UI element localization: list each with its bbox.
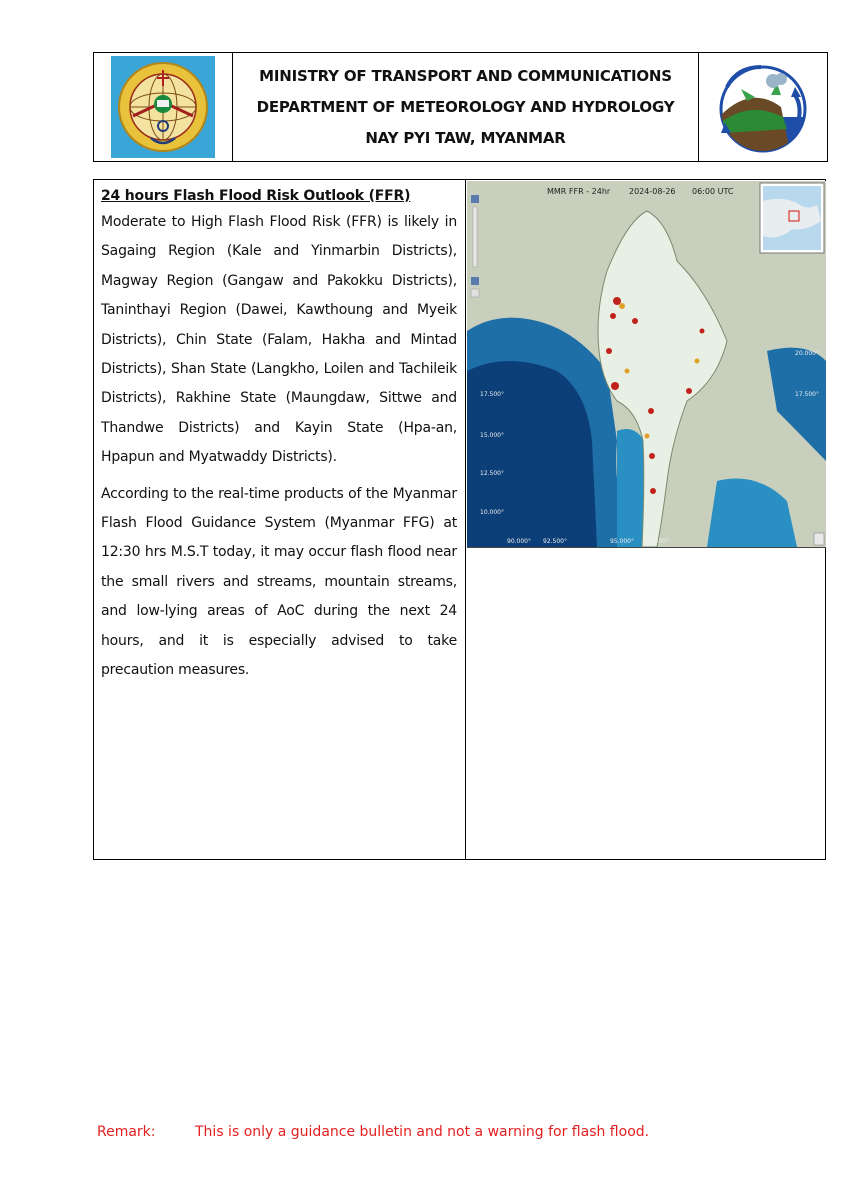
advice-paragraph: According to the real-time products of the Myanmar Flash Flood Guidance System (Myanmar FFG) at 12:30 hrs M.S.T today, it may occur flash flood near the small rivers and streams, mountain streams, and low-lying areas of AoC during the next 24 hours, and it is especially advised to take precaution measures. xyxy=(101,485,457,679)
map-product-label: MMR FFR - 24hr xyxy=(547,187,611,196)
remark-text: This is only a guidance bulletin and not a warning for flash flood. xyxy=(195,1124,650,1140)
outlook-table xyxy=(93,179,826,860)
lon-label: 92.500° xyxy=(543,538,567,545)
outlook-text-cell xyxy=(94,180,466,859)
ffr-map-image xyxy=(467,181,826,547)
outlook-title: 24 hours Flash Flood Risk Outlook (FFR) xyxy=(101,188,411,204)
lon-label: 95.000° xyxy=(610,538,634,545)
location-name: NAY PYI TAW, MYANMAR xyxy=(365,128,566,147)
remark xyxy=(97,1124,649,1140)
ffr-map xyxy=(467,181,826,548)
lon-label: 90.000° xyxy=(507,538,531,545)
ministry-name: MINISTRY OF TRANSPORT AND COMMUNICATIONS xyxy=(259,66,672,85)
ministry-logo-cell xyxy=(94,53,233,161)
lat-label: 15.000° xyxy=(480,432,504,439)
lat-label: 10.000° xyxy=(480,509,504,516)
lon-label: 97.500° xyxy=(645,538,669,545)
right-lat-label: 20.000° xyxy=(795,350,819,357)
ministry-title-block xyxy=(233,53,699,161)
hydrological-cycle-icon xyxy=(711,57,815,157)
map-cell xyxy=(466,180,825,859)
right-lat-label: 17.500° xyxy=(795,391,819,398)
risk-paragraph: Moderate to High Flash Flood Risk (FFR) is likely in Sagaing Region (Kale and Yinmarbin Districts), Magway Region (Gangaw and Pakokku Districts), Taninthayi Region (Dawei, Kawthoung and Myeik Districts), Chin State (Falam, Hakha and Mintad Districts), Shan State (Langkho, Loilen and Tachileik Districts), Rakhine State (Maungdaw, Sittwe and Thandwe Districts) and Kayin State (Hpa-an, Hpapun and Myatwaddy Districts). xyxy=(101,214,457,466)
map-date-label: 2024-08-26 xyxy=(629,187,676,196)
bulletin-header xyxy=(93,52,828,162)
lat-label: 12.500° xyxy=(480,470,504,477)
lat-label: 17.500° xyxy=(480,391,504,398)
map-time-label: 06:00 UTC xyxy=(692,187,734,196)
department-name: DEPARTMENT OF METEOROLOGY AND HYDROLOGY xyxy=(256,97,675,116)
dmh-logo-cell xyxy=(699,53,827,161)
remark-label: Remark: xyxy=(97,1124,156,1140)
ministry-emblem-icon xyxy=(111,56,215,158)
